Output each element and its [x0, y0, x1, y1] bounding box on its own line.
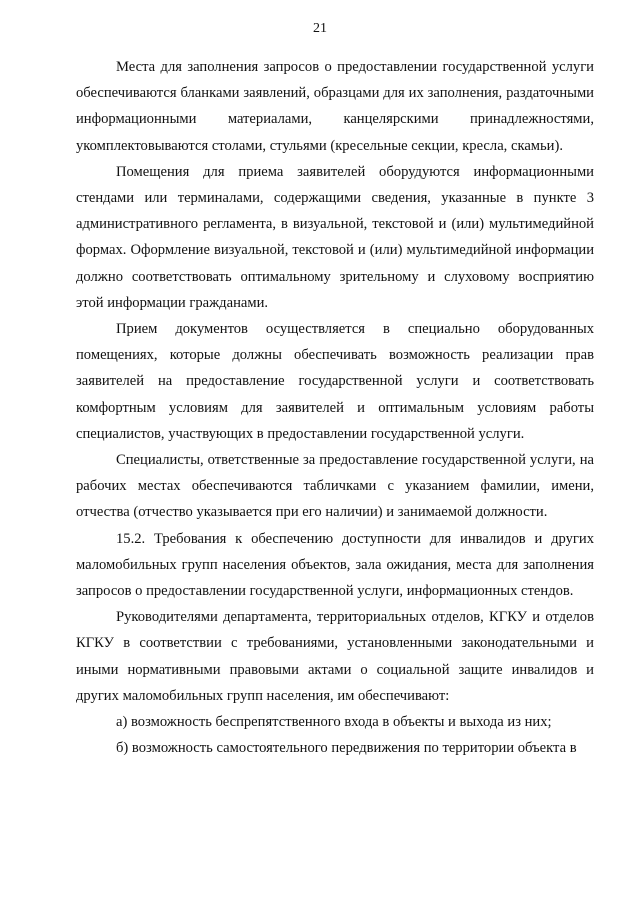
paragraph-section-15-2: 15.2. Требования к обеспечению доступности для инвалидов и других маломобильных групп населения объектов, зала ожидания, места для заполнения запросов о предоставлении государственной услуги, информационных стендов. [76, 530, 594, 600]
paragraph-document-reception: Прием документов осуществляется в специально оборудованных помещениях, которые должны обеспечивать возможность реализации прав заявителей на предоставление государственной услуги и соответствовать комфортным условиям для заявителей и оптимальным условиям работы специалистов, участвующих в предоставлении государственной услуги. [76, 321, 594, 442]
paragraph-specialists: Специалисты, ответственные за предоставление государственной услуги, на рабочих местах обеспечиваются табличками с указанием фамилии, имени, отчества (отчество указывается при его наличии) и занимаемой должности. [76, 452, 594, 521]
document-body [76, 54, 594, 761]
list-item-b: б) возможность самостоятельного передвижения по территории объекта в [116, 740, 577, 757]
paragraph-info-stands: Помещения для приема заявителей оборудуются информационными стендами или терминалами, содержащими сведения, указанные в пункте 3 административного регламента, в визуальной, текстовой и (или) мультимедийной формах. Оформление визуальной, текстовой и (или) мультимедийной информации должно соответствовать оптимальному зрительному и слуховому восприятию этой информации гражданами. [76, 163, 594, 311]
paragraph-workplaces: Места для заполнения запросов о предоставлении государственной услуги обеспечиваются бланками заявлений, образцами для их заполнения, раздаточными информационными материалами, канцелярскими принадлежностями, укомплектовываются столами, стульями (кресельные секции, кресла, скамьи). [76, 59, 594, 154]
page-number: 21 [313, 21, 327, 36]
paragraph-managers-provide: Руководителями департамента, территориальных отделов, КГКУ и отделов КГКУ в соответствии с требованиями, установленными законодательными и иными нормативными правовыми актами о социальной защите инвалидов и других маломобильных групп населения, им обеспечивают: [76, 609, 594, 704]
list-item-a: а) возможность беспрепятственного входа в объекты и выхода из них; [116, 714, 552, 731]
